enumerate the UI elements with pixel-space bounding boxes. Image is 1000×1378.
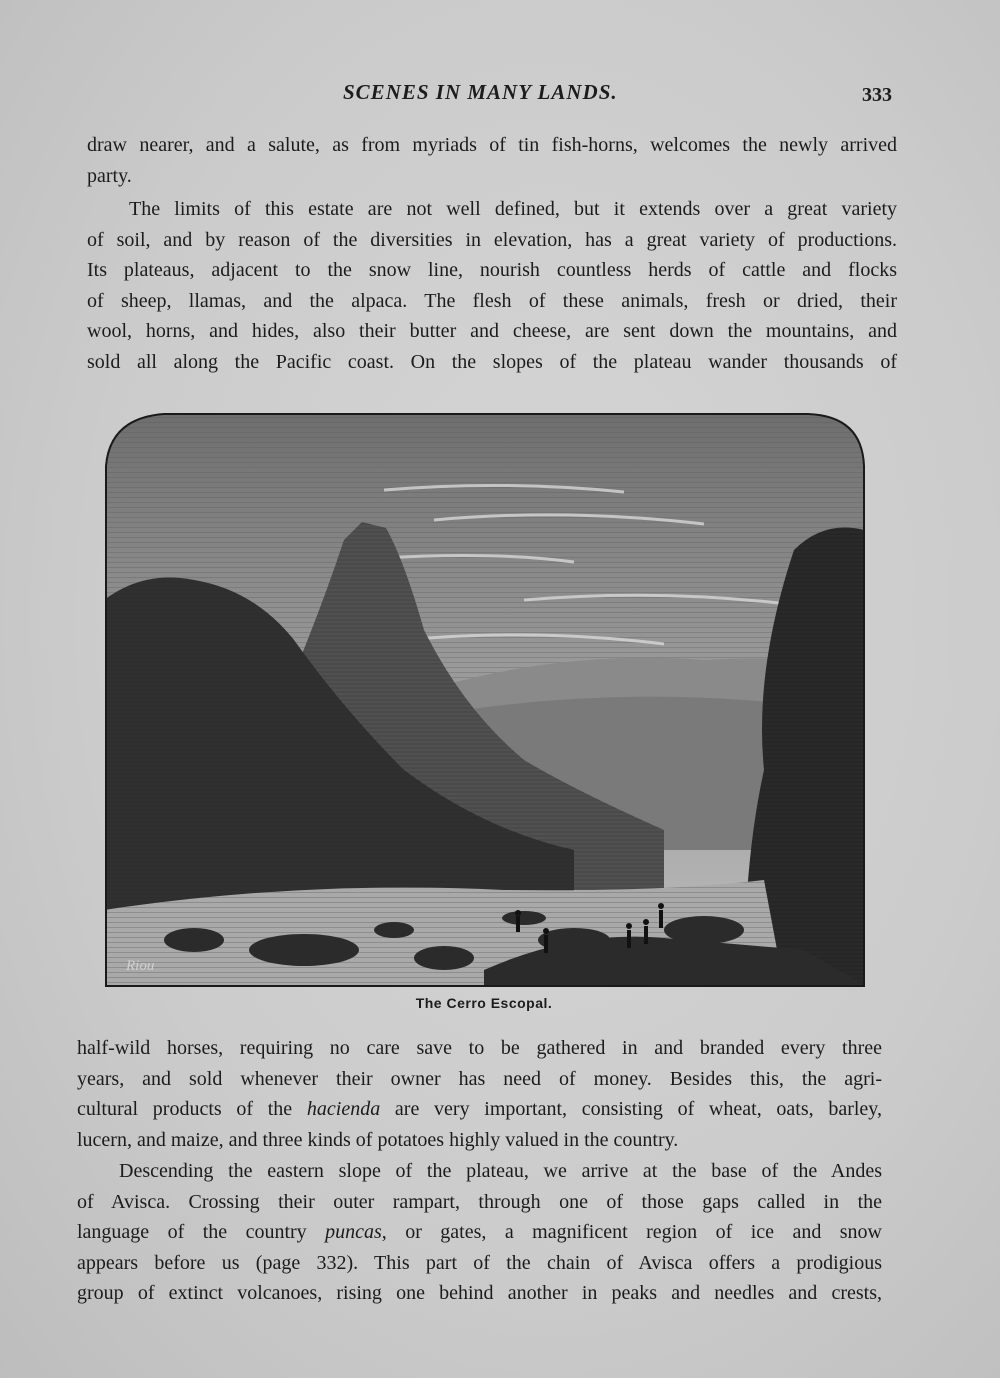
page-number: 333 <box>862 84 892 106</box>
paragraph-horses <box>77 1033 882 1155</box>
text-line: group of extinct volcanoes, rising one behind another in peaks and needles and crests, <box>77 1282 882 1304</box>
figure-caption: The Cerro Escopal. <box>415 995 553 1011</box>
text-line: party. <box>87 164 132 187</box>
text-line: cultural products of the hacienda are very important, consisting of wheat, oats, barley, <box>77 1098 882 1120</box>
text-line: The limits of this estate are not well defined, but it extends over a great variety <box>129 198 897 220</box>
text-line: of soil, and by reason of the diversities in elevation, has a great variety of productions. <box>87 228 897 251</box>
text-line: half-wild horses, requiring no care save to be gathered in and branded every three <box>77 1037 882 1059</box>
text-line: sold all along the Pacific coast. On the slopes of the plateau wander thousands of <box>87 350 897 373</box>
text-line: Its plateaus, adjacent to the snow line, nourish countless herds of cattle and flocks <box>87 259 897 281</box>
paragraph-descending <box>77 1156 882 1309</box>
text-line: of sheep, llamas, and the alpaca. The flesh of these animals, fresh or dried, their <box>87 289 897 312</box>
engraving-cerro-escopal <box>104 410 868 987</box>
text-line: draw nearer, and a salute, as from myriads of tin fish-horns, welcomes the newly arrived <box>87 134 897 156</box>
text-line: wool, horns, and hides, also their butter and cheese, are sent down the mountains, and <box>87 320 897 342</box>
running-head <box>0 80 1000 110</box>
text-line: of Avisca. Crossing their outer rampart, through one of those gaps called in the <box>77 1190 882 1213</box>
text-line: years, and sold whenever their owner has need of money. Besides this, the agri- <box>77 1067 882 1090</box>
text-line: appears before us (page 332). This part of the chain of Avisca offers a prodigious <box>77 1251 882 1274</box>
text-line: lucern, and maize, and three kinds of potatoes highly valued in the country. <box>77 1128 679 1151</box>
paragraph-continued <box>87 130 897 191</box>
engraver-signature: Riou <box>126 958 155 974</box>
running-title: SCENES IN MANY LANDS. <box>343 80 618 104</box>
text-line: Descending the eastern slope of the plateau, we arrive at the base of the Andes <box>119 1160 882 1182</box>
text-line: language of the country puncas, or gates, a magnificent region of ice and snow <box>77 1221 882 1243</box>
paragraph-estate-limits <box>87 194 897 377</box>
